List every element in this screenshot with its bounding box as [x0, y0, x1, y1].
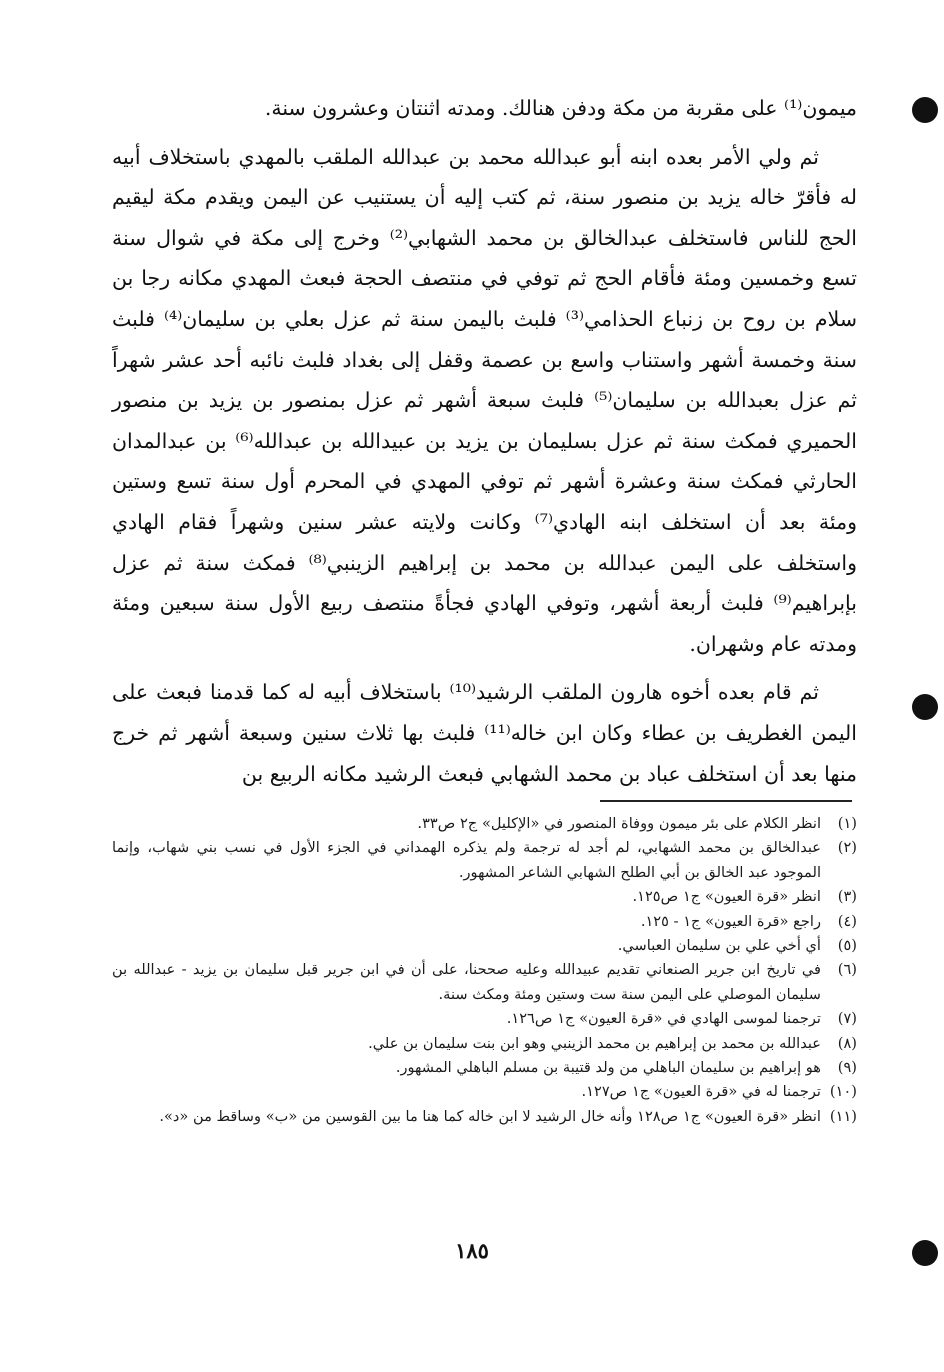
- footnote-number: (٧): [837, 1010, 857, 1028]
- punch-hole-icon: [912, 97, 938, 123]
- footnote: [112, 1056, 857, 1080]
- footnote-number: (٤): [837, 912, 857, 930]
- footnote-text: هو إبراهيم بن سليمان الباهلي من ولد قتيبة بن مسلم الباهلي المشهور.: [395, 1059, 821, 1077]
- body-paragraph: ميمون⁽¹⁾ على مقربة من مكة ودفن هنالك. ومدته اثنتان وعشرون سنة.: [264, 96, 857, 120]
- footnote-number: (٦): [837, 961, 857, 979]
- footnote-number: (١٠): [829, 1083, 857, 1101]
- footnote-number: (١): [837, 815, 857, 832]
- footnote-text: انظر «قرة العيون» ج١ ص١٢٥.: [632, 888, 821, 906]
- footnote: [112, 910, 857, 934]
- footnote-text: انظر «قرة العيون» ج١ ص١٢٨ وأنه خال الرشيد لا ابن خاله كما هنا ما بين القوسين من «ب» وساقط من «د».: [159, 1107, 821, 1125]
- body-paragraph: ثم قام بعده أخوه هارون الملقب الرشيد⁽¹⁰⁾ باستخلاف أبيه له كما قدمنا فبعث على اليمن الغطريف بن عطاء وكان ابن خاله⁽¹¹⁾ فلبث بها ثلاث سنين وسبعة أشهر ثم خرج منها بعد أن استخلف عباد بن محمد الشهابي فبعث الرشيد مكانه الربيع بن: [112, 680, 857, 786]
- footnote-text: راجع «قرة العيون» ج١ - ١٢٥.: [640, 912, 821, 930]
- footnote-text: عبدالخالق بن محمد الشهابي، لم أجد له ترجمة ولم يذكره الهمداني في الجزء الأول في نسب بني شهاب، وإنما الموجود عبد الخالق بن أبي الطلح الشهابي الشاعر المشهور.: [112, 839, 821, 881]
- footnote: [112, 1007, 857, 1031]
- footnotes: [112, 812, 857, 1129]
- footnote-text: في تاريخ ابن جرير الصنعاني تقديم عبيدالله وعليه صححنا، على أن في ابن جرير قبل سليمان بن يزيد - عبدالله بن سليمان الموصلي على اليمن سنة ست وستين ومئة ومكث سنة.: [112, 961, 821, 1003]
- footnote-number: (٥): [837, 937, 857, 955]
- footnote: [112, 1032, 857, 1056]
- footnote-divider: [600, 800, 852, 802]
- footnote-number: (٩): [837, 1059, 857, 1077]
- footnote: [112, 812, 857, 836]
- footnote: [112, 1105, 857, 1129]
- footnote-number: (٢): [837, 839, 857, 857]
- footnote: [112, 836, 857, 885]
- footnote: [112, 885, 857, 909]
- footnote-text: أي أخي علي بن سليمان العباسي.: [617, 937, 821, 955]
- footnote-text: عبدالله بن محمد بن إبراهيم بن محمد الزينبي وهو ابن بنت سليمان بن علي.: [368, 1034, 821, 1052]
- footnote-text: ترجمنا له في «قرة العيون» ج١ ص١٢٧.: [581, 1083, 821, 1101]
- punch-hole-icon: [912, 694, 938, 720]
- footnote-text: انظر الكلام على بئر ميمون ووفاة المنصور في «الإكليل» ج٢ ص٣٣.: [417, 815, 821, 832]
- footnote-number: (١١): [829, 1107, 857, 1125]
- footnote-number: (٨): [837, 1034, 857, 1052]
- footnote: [112, 934, 857, 958]
- main-text: [112, 88, 857, 794]
- footnote-text: ترجمنا لموسى الهادي في «قرة العيون» ج١ ص١٢٦.: [506, 1010, 821, 1028]
- page-number: ١٨٥: [455, 1238, 489, 1263]
- footnote: [112, 958, 857, 1007]
- body-paragraph: ثم ولي الأمر بعده ابنه أبو عبدالله محمد بن عبدالله الملقب بالمهدي باستخلاف أبيه له فأقرّ خاله يزيد بن منصور سنة، ثم كتب إليه أن يستنيب عن اليمن ويقدم مكة ليقيم الحج للناس فاستخلف عبدالخالق بن محمد الشهابي⁽²⁾ وخرج إلى مكة في شوال سنة تسع وخمسين ومئة فأقام الحج ثم توفي في منتصف الحجة فبعث المهدي مكانه رجا بن سلام بن روح بن زنباع الحذامي⁽³⁾ فلبث باليمن سنة ثم عزل بعلي بن سليمان⁽⁴⁾ فلبث سنة وخمسة أشهر واستناب واسع بن عصمة وقفل إلى بغداد فلبث نائبه أحد عشر شهراً ثم عزل بعبدالله بن سليمان⁽⁵⁾ فلبث سبعة أشهر ثم عزل بمنصور بن يزيد بن منصور الحميري فمكث سنة ثم عزل بسليمان بن يزيد بن عبيدالله بن عبدالله⁽⁶⁾ بن عبدالمدان الحارثي فمكث سنة وعشرة أشهر ثم توفي المهدي في المحرم أول سنة تسع وستين ومئة بعد أن استخلف ابنه الهادي⁽⁷⁾ وكانت ولايته عشر سنين وشهراً فقام الهادي واستخلف على اليمن عبدالله بن محمد بن إبراهيم الزينبي⁽⁸⁾ فمكث سنة ثم عزل بإبراهيم⁽⁹⁾ فلبث أربعة أشهر، وتوفي الهادي فجأةً منتصف ربيع الأول سنة سبعين ومئة ومدته عام وشهران.: [112, 144, 858, 656]
- footnote-number: (٣): [837, 888, 857, 906]
- footnote: [112, 1080, 857, 1104]
